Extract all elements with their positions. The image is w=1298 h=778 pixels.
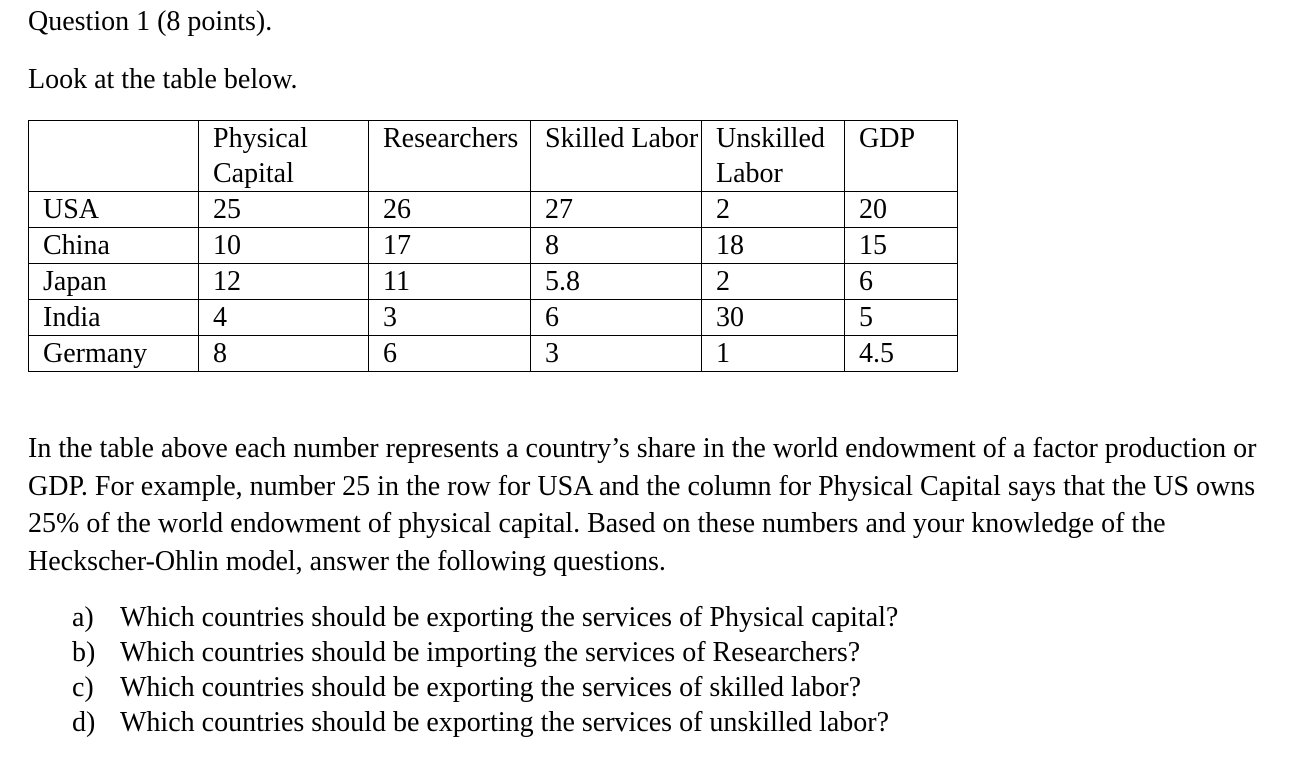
- explanation-paragraph: In the table above each number represents a country’s share in the world endowment of a factor production or GDP. For example, number 25 in the row for USA and the column for Physical Capital says that the US owns 25% of the world endowment of physical capital. Based on these numbers and your knowledge of the Heckscher-Ohlin model, answer the following questions.: [28, 433, 1257, 577]
- table-header-row: [29, 121, 958, 192]
- table-cell: 2: [702, 264, 845, 300]
- table-cell: 6: [531, 300, 702, 336]
- table-row: [29, 192, 958, 228]
- table-cell: 6: [845, 264, 958, 300]
- table-cell: 6: [369, 336, 531, 372]
- question-marker: c): [72, 672, 94, 703]
- table-cell: 27: [531, 192, 702, 228]
- table-cell: 4: [199, 300, 369, 336]
- table-row: [29, 264, 958, 300]
- table-cell: 5.8: [531, 264, 702, 300]
- header-cell-researchers: Researchers: [369, 121, 531, 192]
- question-text: Which countries should be exporting the services of Physical capital?: [120, 602, 899, 633]
- header-cell-unskilled-labor: Unskilled Labor: [702, 121, 845, 192]
- table-cell: 8: [531, 228, 702, 264]
- question-item-c: [72, 670, 898, 705]
- question-list: [72, 600, 898, 740]
- table-row: [29, 300, 958, 336]
- table-cell: 1: [702, 336, 845, 372]
- table-cell: 2: [702, 192, 845, 228]
- header-cell-physical-capital: Physical Capital: [199, 121, 369, 192]
- question-item-d: [72, 705, 898, 740]
- table-cell: 3: [531, 336, 702, 372]
- question-text: Which countries should be importing the services of Researchers?: [120, 637, 861, 668]
- question-title: Question 1 (8 points).: [28, 6, 273, 37]
- intro-text: Look at the table below.: [28, 64, 298, 95]
- country-cell: USA: [29, 192, 199, 228]
- table-cell: 18: [702, 228, 845, 264]
- question-marker: b): [72, 637, 96, 668]
- table-cell: 5: [845, 300, 958, 336]
- endowment-table: [28, 120, 958, 372]
- question-text: Which countries should be exporting the services of unskilled labor?: [120, 707, 890, 738]
- country-cell: China: [29, 228, 199, 264]
- table-cell: 10: [199, 228, 369, 264]
- question-text: Which countries should be exporting the services of skilled labor?: [120, 672, 862, 703]
- country-cell: Japan: [29, 264, 199, 300]
- table-cell: 12: [199, 264, 369, 300]
- question-marker: a): [72, 602, 94, 633]
- table-cell: 20: [845, 192, 958, 228]
- table-cell: 4.5: [845, 336, 958, 372]
- header-cell-skilled-labor: Skilled Labor: [531, 121, 702, 192]
- question-item-b: [72, 635, 898, 670]
- question-marker: d): [72, 707, 96, 738]
- table-cell: 17: [369, 228, 531, 264]
- table-cell: 11: [369, 264, 531, 300]
- table-cell: 15: [845, 228, 958, 264]
- table-cell: 25: [199, 192, 369, 228]
- table-cell: 26: [369, 192, 531, 228]
- country-cell: India: [29, 300, 199, 336]
- header-cell-country: [29, 121, 199, 192]
- table-cell: 30: [702, 300, 845, 336]
- table-row: [29, 336, 958, 372]
- table-cell: 3: [369, 300, 531, 336]
- country-cell: Germany: [29, 336, 199, 372]
- table-row: [29, 228, 958, 264]
- question-item-a: [72, 600, 898, 635]
- table-cell: 8: [199, 336, 369, 372]
- header-cell-gdp: GDP: [845, 121, 958, 192]
